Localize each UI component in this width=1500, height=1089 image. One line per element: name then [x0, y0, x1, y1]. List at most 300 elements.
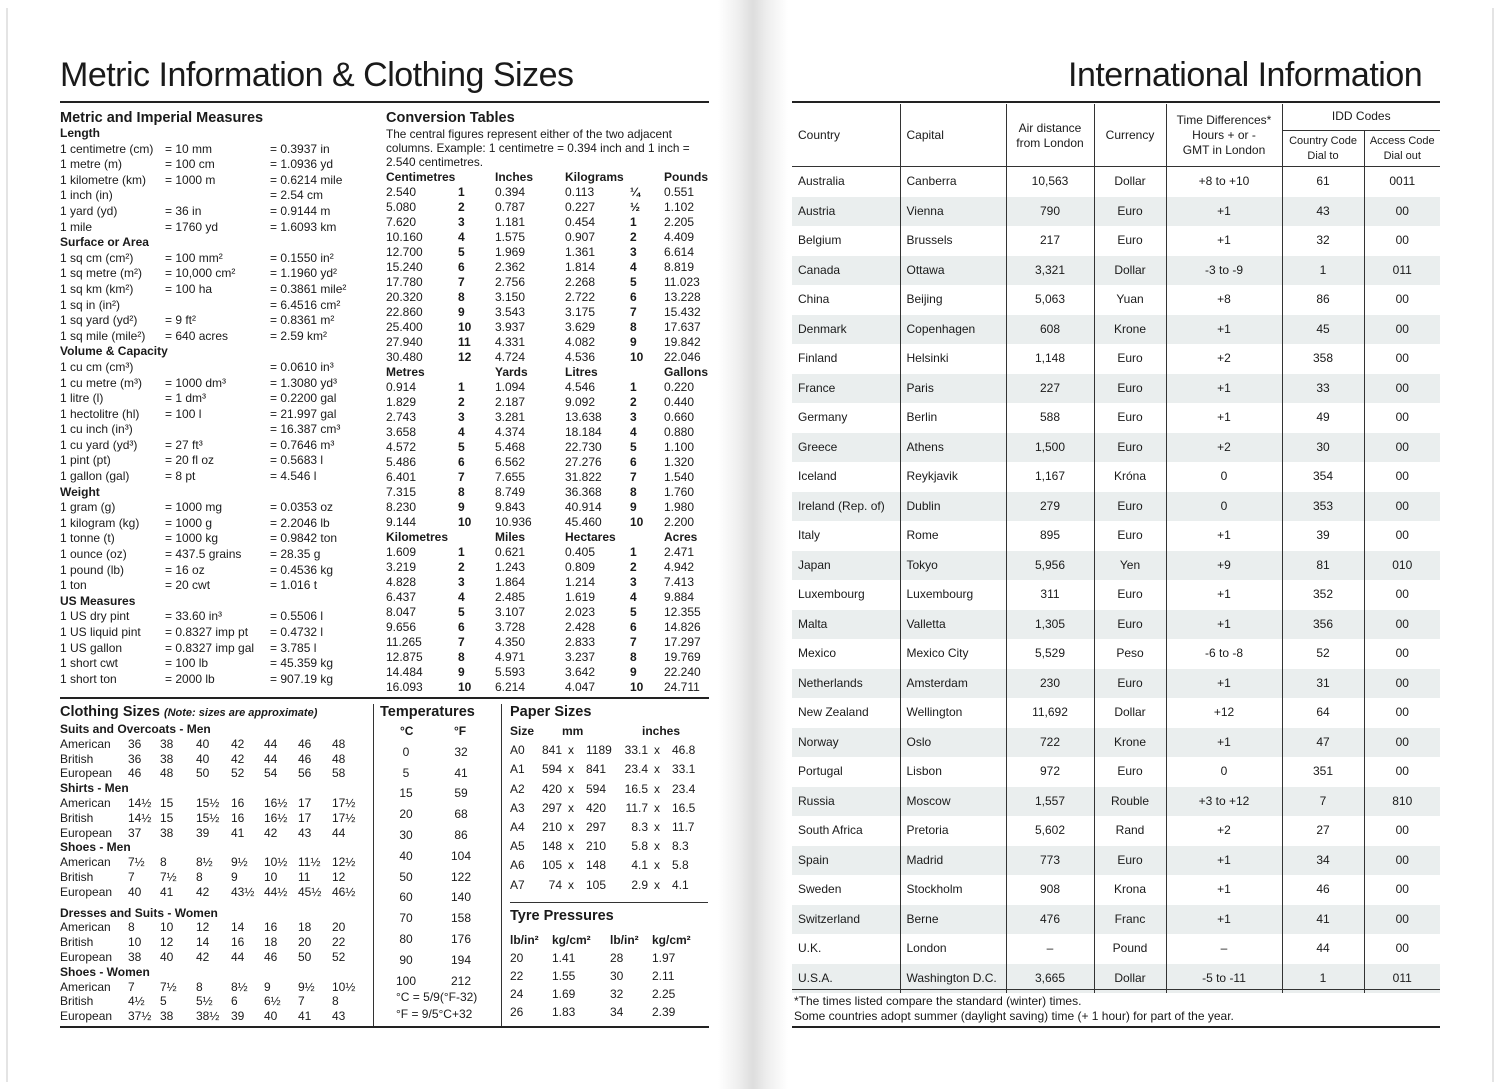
- country-cell: Euro: [1094, 374, 1166, 404]
- country-cell: 11,692: [1006, 698, 1094, 728]
- paper-cell: 105: [541, 858, 562, 873]
- clothing-cell: 17: [298, 810, 312, 825]
- country-cell: 00: [1364, 403, 1440, 433]
- clothing-cell: 10: [160, 920, 174, 935]
- country-row: [792, 728, 1440, 758]
- conversion-row: [386, 290, 708, 305]
- conversion-cell: 10: [458, 515, 472, 529]
- measures-cell: 1 kilogram (kg): [60, 515, 140, 530]
- measures-cell: 1 US liquid pint: [60, 625, 141, 639]
- tyre-header: kg/cm²: [652, 933, 691, 947]
- temp-c: 60: [399, 890, 413, 905]
- country-cell: Greece: [792, 433, 900, 463]
- measures-row: [60, 578, 375, 594]
- temperature-row: [380, 763, 490, 784]
- paper-tyre-divider: [510, 902, 708, 903]
- conversion-cell: 5.468: [495, 440, 526, 454]
- measures-cell: 1 US gallon: [60, 640, 123, 655]
- conversion-header: Metres: [386, 365, 425, 379]
- conversion-cell: 20.320: [386, 290, 423, 304]
- paper-header-mm: mm: [562, 724, 584, 738]
- country-row: [792, 374, 1440, 404]
- country-cell: 45: [1282, 315, 1364, 345]
- paper-cell: 4.1: [672, 877, 689, 892]
- measures-cell: = 10,000 cm²: [165, 266, 236, 281]
- temperature-row: [380, 825, 490, 846]
- clothing-cell: 11: [298, 869, 311, 884]
- country-cell: 011: [1364, 964, 1440, 994]
- country-cell: 33: [1282, 374, 1364, 404]
- country-cell: 279: [1006, 492, 1094, 522]
- conversion-cell: 1.214: [565, 575, 596, 589]
- measures-cell: = 0.3937 in: [270, 141, 330, 156]
- country-cell: Valletta: [900, 610, 1006, 640]
- measures-row: [60, 329, 375, 345]
- tyre-cell: 24: [510, 987, 524, 1001]
- clothing-cell: 42: [196, 949, 210, 964]
- clothing-cell: 20: [298, 935, 312, 950]
- country-cell: Euro: [1094, 433, 1166, 463]
- country-cell: 5,956: [1006, 551, 1094, 581]
- conversion-cell: 6.214: [495, 680, 526, 694]
- paper-cell: 148: [586, 858, 607, 873]
- temp-c: 30: [399, 827, 413, 842]
- country-cell: 00: [1364, 315, 1440, 345]
- paper-cell: 8.3: [672, 839, 689, 854]
- country-row: [792, 285, 1440, 315]
- paper-cell: x: [568, 781, 574, 796]
- paper-cell: 8.3: [631, 819, 648, 834]
- clothing-spacer: [60, 900, 365, 906]
- clothing-row: [60, 950, 365, 965]
- conversion-cell: 2.722: [565, 290, 596, 304]
- tyre-cell: 1.69: [552, 987, 576, 1001]
- clothing-cell: 39: [231, 1009, 245, 1024]
- conversion-cell: 12: [458, 350, 472, 364]
- conversion-cell: 7: [458, 275, 465, 289]
- clothing-cell: 16½: [264, 795, 288, 810]
- right-title-rule: [792, 101, 1440, 103]
- paper-cell: x: [654, 781, 660, 796]
- country-cell: Dollar: [1094, 698, 1166, 728]
- conversion-cell: 3: [630, 410, 637, 424]
- measures-cell: 1 sq cm (cm²): [60, 250, 134, 265]
- temperature-row: [380, 804, 490, 825]
- table-bottom-rule: [792, 989, 1440, 990]
- clothing-cell: 48: [332, 751, 346, 766]
- measures-group-heading: Volume & Capacity: [60, 344, 168, 359]
- country-cell: Lisbon: [900, 757, 1006, 787]
- measures-cell: = 437.5 grains: [165, 547, 242, 562]
- paper-cell: 420: [541, 781, 562, 796]
- temperature-row: [380, 908, 490, 929]
- conversion-cell: 2.268: [565, 275, 596, 289]
- country-cell: Paris: [900, 374, 1006, 404]
- paper-cell: 23.4: [624, 762, 648, 777]
- measures-row: [60, 204, 375, 220]
- measures-cell: 1 metre (m): [60, 157, 123, 172]
- clothing-cell: American: [60, 855, 111, 870]
- conversion-cell: 1.243: [495, 560, 526, 574]
- clothing-cell: European: [60, 884, 113, 899]
- conversion-cell: 5: [630, 440, 637, 454]
- conversion-cell: 2.205: [664, 215, 695, 229]
- conversion-cell: 18.184: [565, 425, 602, 439]
- conversion-cell: 1.361: [565, 245, 596, 259]
- conversion-cell: 3.728: [495, 620, 526, 634]
- paper-cell: x: [654, 858, 660, 873]
- tyre-cell: 26: [510, 1005, 524, 1019]
- conversion-row: [386, 260, 708, 275]
- conversion-row: [386, 275, 708, 290]
- conversion-cell: 2.471: [664, 545, 695, 559]
- paper-row: [510, 741, 705, 760]
- paper-header-inches: inches: [642, 724, 681, 738]
- clothing-cell: 12: [196, 920, 210, 935]
- clothing-cell: 37: [128, 825, 142, 840]
- country-cell: Australia: [798, 174, 845, 189]
- paper-cell: 11.7: [672, 819, 695, 834]
- conversion-cell: 4.828: [386, 575, 417, 589]
- clothing-cell: 50: [196, 766, 210, 781]
- country-cell: 00: [1364, 226, 1440, 256]
- measures-cell: = 100 cm: [165, 157, 215, 172]
- clothing-cell: 22: [332, 935, 346, 950]
- country-cell: Denmark: [792, 315, 900, 345]
- conversion-cell: 4.082: [565, 335, 596, 349]
- conversion-cell: 1.864: [495, 575, 526, 589]
- temp-header-c: °C: [400, 724, 414, 738]
- country-cell: 1,148: [1006, 344, 1094, 374]
- measures-title: Metric and Imperial Measures: [60, 110, 264, 126]
- conversion-intro-2: columns. Example: 1 centimetre = 0.394 inch and 1 inch =: [386, 141, 690, 155]
- measures-row: [60, 516, 375, 532]
- country-cell: Dollar: [1094, 167, 1166, 197]
- measures-cell: = 1.016 t: [270, 578, 318, 593]
- country-cell: 1,557: [1006, 787, 1094, 817]
- measures-row: [60, 266, 375, 282]
- conversion-cell: 22.240: [664, 665, 701, 679]
- country-cell: +1: [1166, 226, 1282, 256]
- country-cell: Euro: [1094, 403, 1166, 433]
- measures-cell: = 28.35 g: [270, 547, 321, 562]
- country-cell: Yen: [1094, 551, 1166, 581]
- conversion-cell: 0.220: [664, 380, 695, 394]
- country-cell: 1,500: [1006, 433, 1094, 463]
- clothing-cell: 8: [160, 855, 167, 870]
- measures-cell: 1 litre (l): [60, 391, 104, 406]
- conversion-cell: 0.440: [664, 395, 695, 409]
- tyre-cell: 22: [510, 969, 524, 983]
- header-cc-1: Country Code: [1289, 134, 1357, 147]
- conversion-cell: 1.100: [664, 440, 695, 454]
- conversion-cell: 3.219: [386, 560, 417, 574]
- conversion-header: Gallons: [664, 365, 709, 379]
- measures-row: [60, 656, 375, 672]
- temperature-row: [380, 950, 490, 971]
- temp-f: 158: [450, 911, 472, 926]
- international-table: [792, 104, 1440, 993]
- country-row: [792, 344, 1440, 374]
- country-cell: 00: [1364, 285, 1440, 315]
- right-bottom-rule: [792, 1026, 1440, 1028]
- clothing-cell: 42: [231, 736, 245, 751]
- conversion-cell: 8.749: [495, 485, 526, 499]
- conversion-cell: 3.107: [495, 605, 526, 619]
- country-cell: Yuan: [1094, 285, 1166, 315]
- country-cell: Peso: [1094, 639, 1166, 669]
- country-cell: Spain: [792, 846, 900, 876]
- conversion-cell: 1: [458, 380, 465, 394]
- measures-group-heading: Weight: [60, 484, 100, 499]
- paper-cell: 420: [586, 800, 607, 815]
- country-cell: Malta: [792, 610, 900, 640]
- clothing-cell: 36: [128, 751, 142, 766]
- paper-cell: 33.1: [624, 743, 648, 758]
- country-cell: Madrid: [900, 846, 1006, 876]
- country-cell: Iceland: [798, 469, 837, 484]
- conversion-cell: 2.743: [386, 410, 417, 424]
- conversion-cell: 4: [458, 590, 465, 604]
- tyre-cell: 1.83: [552, 1005, 576, 1019]
- conversion-cell: 9.092: [565, 395, 596, 409]
- measures-group-heading: Surface or Area: [60, 235, 149, 250]
- conversion-cell: 8.230: [386, 500, 417, 514]
- clothing-cell: 6½: [264, 994, 281, 1009]
- clothing-group-heading: Dresses and Suits - Women: [60, 905, 218, 920]
- conversion-cell: 9: [630, 665, 637, 679]
- header-country-code: [1282, 130, 1364, 167]
- country-cell: 00: [1364, 934, 1440, 964]
- clothing-cell: American: [60, 795, 111, 810]
- country-cell: 352: [1282, 580, 1364, 610]
- conversion-cell: 10: [630, 515, 644, 529]
- conversion-row: [386, 215, 708, 230]
- paper-header-size: Size: [510, 724, 535, 738]
- country-cell: -6 to -8: [1166, 639, 1282, 669]
- conversion-row: [386, 515, 708, 530]
- country-cell: Japan: [792, 551, 900, 581]
- measures-cell: = 640 acres: [165, 328, 229, 343]
- country-cell: 00: [1364, 344, 1440, 374]
- clothing-note: (Note: sizes are approximate): [163, 707, 318, 719]
- conversion-row: [386, 620, 708, 635]
- conversion-cell: 5: [458, 605, 465, 619]
- conversion-header: Pounds: [664, 170, 708, 184]
- clothing-cell: 48: [332, 736, 346, 751]
- tyre-header-row: [510, 931, 705, 949]
- clothing-cell: 6: [231, 994, 238, 1009]
- country-row: [792, 256, 1440, 286]
- country-cell: Canada: [792, 256, 900, 286]
- measures-cell: = 0.1550 in²: [270, 250, 334, 265]
- measures-cell: 1 cu inch (in³): [60, 422, 133, 437]
- clothing-row: [60, 737, 365, 752]
- temp-f: 41: [454, 765, 468, 780]
- country-row: [792, 698, 1440, 728]
- country-cell: France: [792, 374, 900, 404]
- conversion-cell: ¼: [630, 185, 641, 199]
- conversion-row: [386, 200, 708, 215]
- clothing-cell: 4½: [128, 994, 145, 1009]
- conversion-cell: 0.914: [386, 380, 417, 394]
- country-cell: +12: [1166, 698, 1282, 728]
- header-country: Country: [798, 128, 841, 142]
- paper-cell: x: [568, 877, 574, 892]
- conversion-row: [386, 590, 708, 605]
- measures-row: [60, 220, 375, 236]
- country-cell: Euro: [1094, 757, 1166, 787]
- clothing-row: [60, 920, 365, 935]
- conversion-row: [386, 485, 708, 500]
- paper-cell: x: [568, 819, 574, 834]
- country-cell: 358: [1282, 344, 1364, 374]
- conversion-cell: 4: [630, 260, 637, 274]
- country-row: [792, 462, 1440, 492]
- conversion-cell: 6: [630, 290, 637, 304]
- country-cell: 52: [1282, 639, 1364, 669]
- conversion-cell: 6: [458, 260, 465, 274]
- measures-cell: = 0.2200 gal: [270, 391, 337, 406]
- country-cell: Russia: [792, 787, 900, 817]
- clothing-cell: European: [60, 1009, 113, 1024]
- clothing-cell: 39: [196, 825, 210, 840]
- country-cell: +1: [1166, 846, 1282, 876]
- clothing-row: [60, 870, 365, 885]
- paper-cell: x: [654, 743, 660, 758]
- formula-f: °F = 9/5°C+32: [396, 1007, 473, 1021]
- header-ac-1: Access Code: [1369, 134, 1435, 147]
- conversion-cell: 22.860: [386, 305, 423, 319]
- measures-cell: = 0.0353 oz: [270, 500, 334, 515]
- measures-row: [60, 453, 375, 469]
- clothing-row: [60, 935, 365, 950]
- measures-cell: = 2000 lb: [165, 671, 215, 686]
- conversion-cell: 14.826: [664, 620, 701, 634]
- measures-cell: = 100 lb: [165, 656, 209, 671]
- conversion-cell: 27.276: [565, 455, 602, 469]
- country-cell: +1: [1166, 315, 1282, 345]
- measures-cell: = 0.6214 mile: [270, 172, 343, 187]
- clothing-cell: 12½: [332, 855, 356, 870]
- clothing-cell: 38½: [196, 1009, 220, 1024]
- conversion-cell: 2: [458, 200, 465, 214]
- country-cell: 00: [1364, 197, 1440, 227]
- country-row: [792, 580, 1440, 610]
- conversion-cell: 45.460: [565, 515, 602, 529]
- clothing-cell: British: [60, 869, 94, 884]
- international-table-body: [792, 167, 1440, 993]
- conversion-cell: 3: [630, 575, 637, 589]
- country-cell: Luxembourg: [798, 587, 865, 602]
- clothing-cell: 46: [298, 751, 312, 766]
- measures-cell: 1 short cwt: [60, 656, 119, 671]
- country-cell: 00: [1364, 728, 1440, 758]
- country-row: [792, 551, 1440, 581]
- conversion-header: Litres: [565, 365, 598, 379]
- clothing-cell: 46: [264, 949, 278, 964]
- country-cell: Washington D.C.: [900, 964, 1006, 994]
- country-cell: 3,321: [1006, 256, 1094, 286]
- clothing-cell: 15: [160, 810, 174, 825]
- tyre-cell: 1.41: [552, 951, 576, 965]
- measures-row: [60, 391, 375, 407]
- page-edge: [1492, 8, 1494, 1082]
- conversion-cell: 2.428: [565, 620, 596, 634]
- clothing-group-heading: Shoes - Women: [60, 964, 150, 979]
- measures-cell: = 33.60 in³: [165, 609, 223, 624]
- conversion-cell: 4.942: [664, 560, 695, 574]
- measures-cell: = 0.9842 ton: [270, 531, 338, 546]
- temp-header-f: °F: [454, 724, 467, 738]
- temp-c: 50: [399, 869, 413, 884]
- country-cell: 31: [1282, 669, 1364, 699]
- country-cell: Wellington: [900, 698, 1006, 728]
- tyre-row: [510, 967, 705, 985]
- conversion-cell: 3.642: [565, 665, 596, 679]
- measures-cell: 1 inch (in): [60, 188, 113, 203]
- clothing-cell: 42: [231, 751, 245, 766]
- measures-cell: 1 pound (lb): [60, 562, 125, 577]
- country-cell: 011: [1364, 256, 1440, 286]
- country-cell: 41: [1282, 905, 1364, 935]
- country-cell: 10,563: [1006, 167, 1094, 197]
- country-cell: 00: [1364, 669, 1440, 699]
- country-row: [792, 816, 1440, 846]
- conversion-cell: 0.394: [495, 185, 526, 199]
- paper-cell: 841: [541, 743, 562, 758]
- paper-header-row: [510, 722, 705, 741]
- conversion-cell: 1.980: [664, 500, 695, 514]
- country-cell: +1: [1166, 610, 1282, 640]
- clothing-cell: British: [60, 751, 94, 766]
- conversion-cell: 31.822: [565, 470, 602, 484]
- conversion-cell: 15.432: [664, 305, 701, 319]
- conversion-cell: 0.809: [565, 560, 596, 574]
- conversion-cell: 24.711: [664, 680, 700, 694]
- measures-cell: = 36 in: [165, 203, 202, 218]
- country-cell: 0: [1166, 757, 1282, 787]
- conversion-cell: 7.620: [386, 215, 417, 229]
- measures-cell: 1 cu metre (m³): [60, 375, 143, 390]
- conversion-cell: 3.237: [565, 650, 596, 664]
- measures-cell: = 907.19 kg: [270, 671, 334, 686]
- measures-cell: = 0.8327 imp pt: [165, 625, 249, 639]
- country-cell: Norway: [792, 728, 900, 758]
- measures-row: [60, 500, 375, 516]
- paper-cell: 5.8: [672, 858, 689, 873]
- clothing-row: [60, 855, 365, 870]
- tyre-cell: 34: [610, 1005, 624, 1019]
- paper-cell: A6: [510, 858, 525, 873]
- conversion-cell: 30.480: [386, 350, 423, 364]
- clothing-cell: 40: [196, 736, 210, 751]
- clothing-row: [60, 1009, 365, 1024]
- conversion-cell: 6: [630, 455, 637, 469]
- measures-cell: = 0.5683 l: [270, 453, 324, 468]
- country-cell: Beijing: [900, 285, 1006, 315]
- country-cell: +1: [1166, 374, 1282, 404]
- conversion-cell: 4.331: [495, 335, 526, 349]
- conversion-cell: 1.814: [565, 260, 596, 274]
- conversion-cell: 9: [458, 665, 465, 679]
- paper-cell: 841: [586, 762, 607, 777]
- clothing-row: [60, 811, 365, 826]
- conversion-cell: 4.546: [565, 380, 596, 394]
- conversion-cell: 2.187: [495, 395, 526, 409]
- clothing-cell: 7½: [160, 869, 177, 884]
- clothing-cell: 16: [231, 935, 245, 950]
